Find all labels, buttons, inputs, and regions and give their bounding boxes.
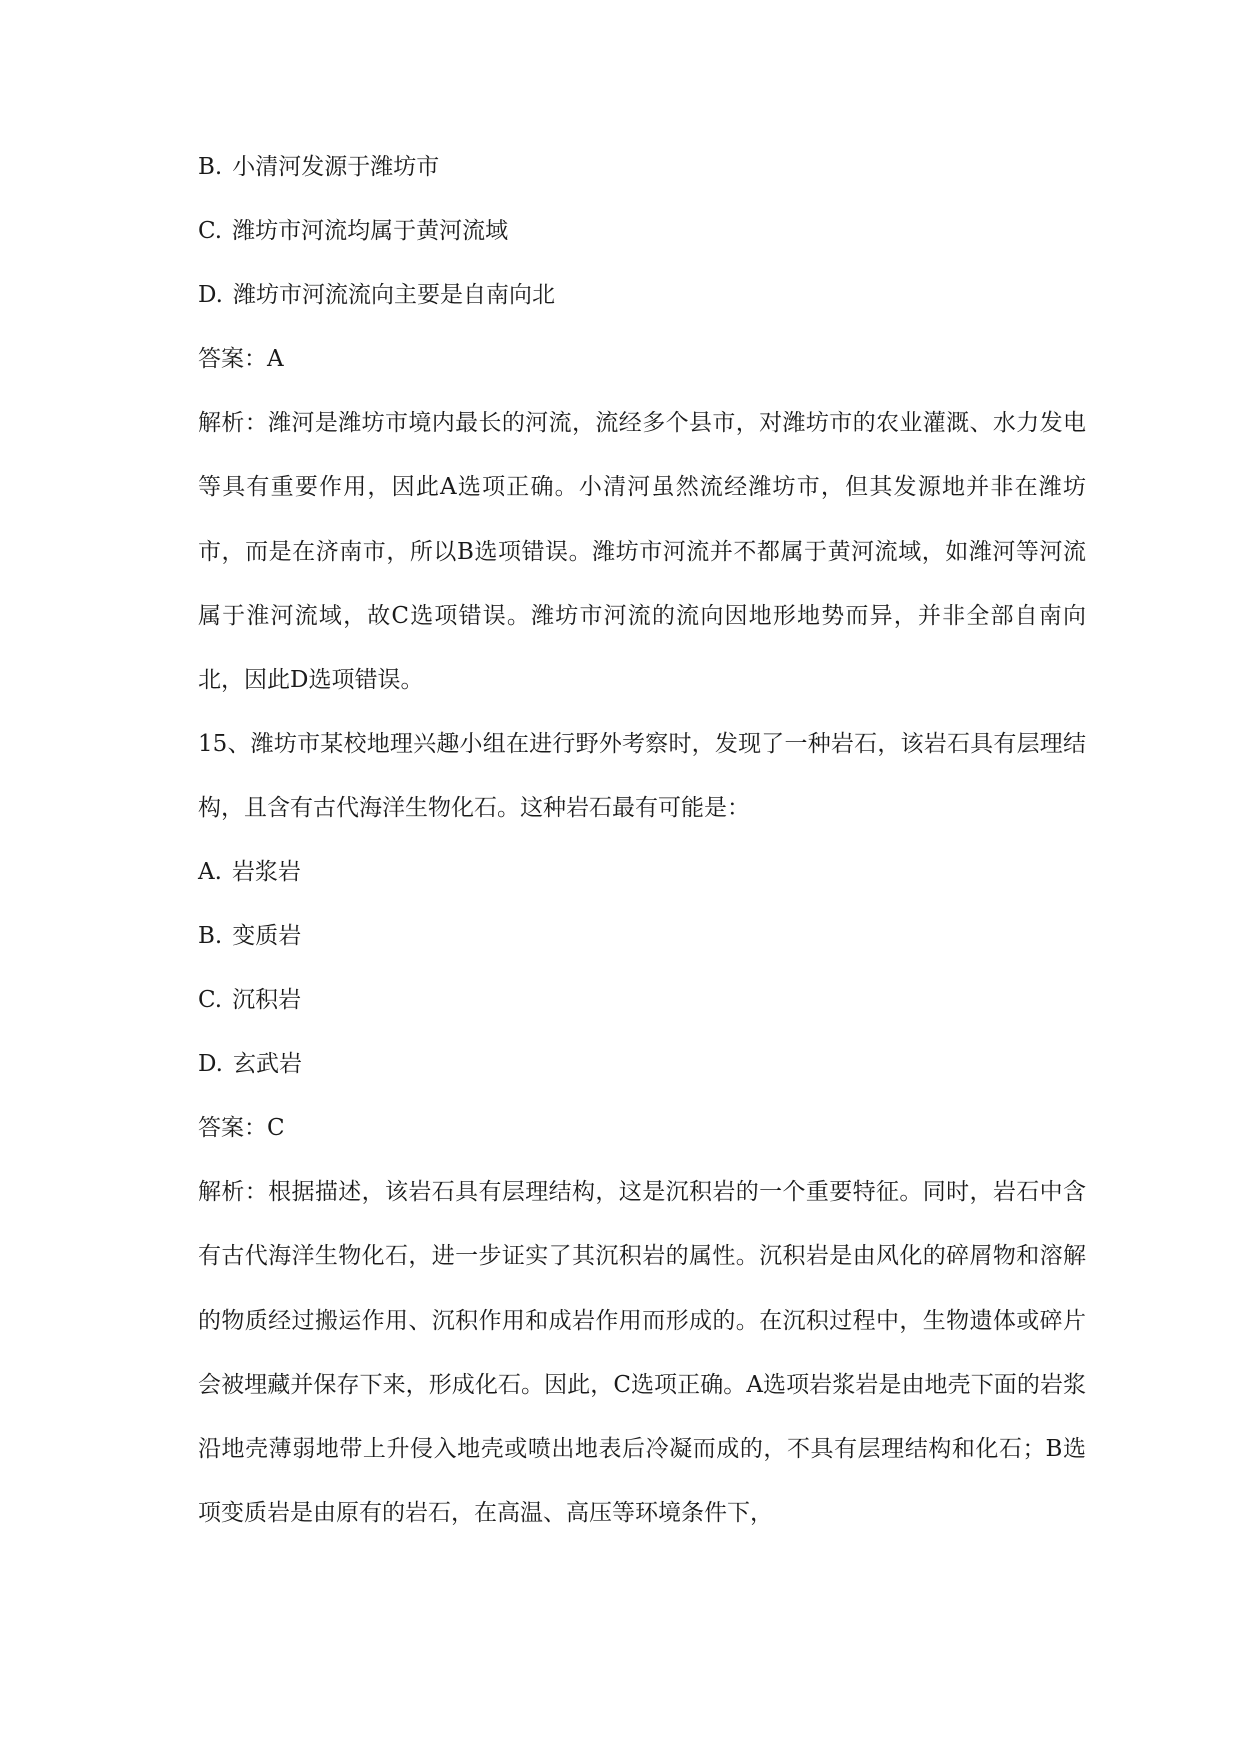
q15-option-b [198, 921, 301, 951]
option-text: 沉积岩 [232, 987, 302, 1013]
option-key: B. [198, 923, 223, 949]
q15-option-a [198, 857, 301, 887]
option-text: 潍坊市河流流向主要是自南向北 [232, 282, 555, 308]
q14-option-d [198, 280, 555, 310]
option-key: D. [198, 1051, 223, 1077]
option-key: A. [198, 859, 222, 885]
q15-option-d [198, 1049, 302, 1079]
q14-option-c [198, 216, 508, 246]
option-text: 潍坊市河流均属于黄河流域 [232, 218, 509, 244]
option-text: 小清河发源于潍坊市 [232, 154, 440, 180]
q15-stem: 15、潍坊市某校地理兴趣小组在进行野外考察时，发现了一种岩石，该岩石具有层理结构，且含有古代海洋生物化石。这种岩石最有可能是： [198, 731, 1086, 822]
q15-answer: 答案：C [198, 1115, 285, 1141]
option-key: C. [198, 218, 223, 244]
option-text: 玄武岩 [232, 1051, 302, 1077]
option-key: B. [198, 154, 223, 180]
q14-analysis: 解析：潍河是潍坊市境内最长的河流，流经多个县市，对潍坊市的农业灌溉、水力发电等具有重要作用，因此A选项正确。小清河虽然流经潍坊市，但其发源地并非在潍坊市，而是在济南市，所以B选项错误。潍坊市河流并不都属于黄河流域，如潍河等河流属于淮河流域，故C选项错误。潍坊市河流的流向因地形地势而异，并非全部自南向北，因此D选项错误。 [198, 410, 1086, 694]
q15-option-c [198, 985, 301, 1015]
option-key: D. [198, 282, 223, 308]
option-key: C. [198, 987, 223, 1013]
q14-option-b [198, 152, 439, 182]
option-text: 变质岩 [232, 923, 302, 949]
q14-answer: 答案：A [198, 346, 284, 372]
option-text: 岩浆岩 [231, 859, 301, 885]
q15-analysis: 解析：根据描述，该岩石具有层理结构，这是沉积岩的一个重要特征。同时，岩石中含有古代海洋生物化石，进一步证实了其沉积岩的属性。沉积岩是由风化的碎屑物和溶解的物质经过搬运作用、沉积作用和成岩作用而形成的。在沉积过程中，生物遗体或碎片会被埋藏并保存下来，形成化石。因此，C选项正确。A选项岩浆岩是由地壳下面的岩浆沿地壳薄弱地带上升侵入地壳或喷出地表后冷凝而成的，不具有层理结构和化石；B选项变质岩是由原有的岩石，在高温、高压等环境条件下， [198, 1179, 1086, 1527]
